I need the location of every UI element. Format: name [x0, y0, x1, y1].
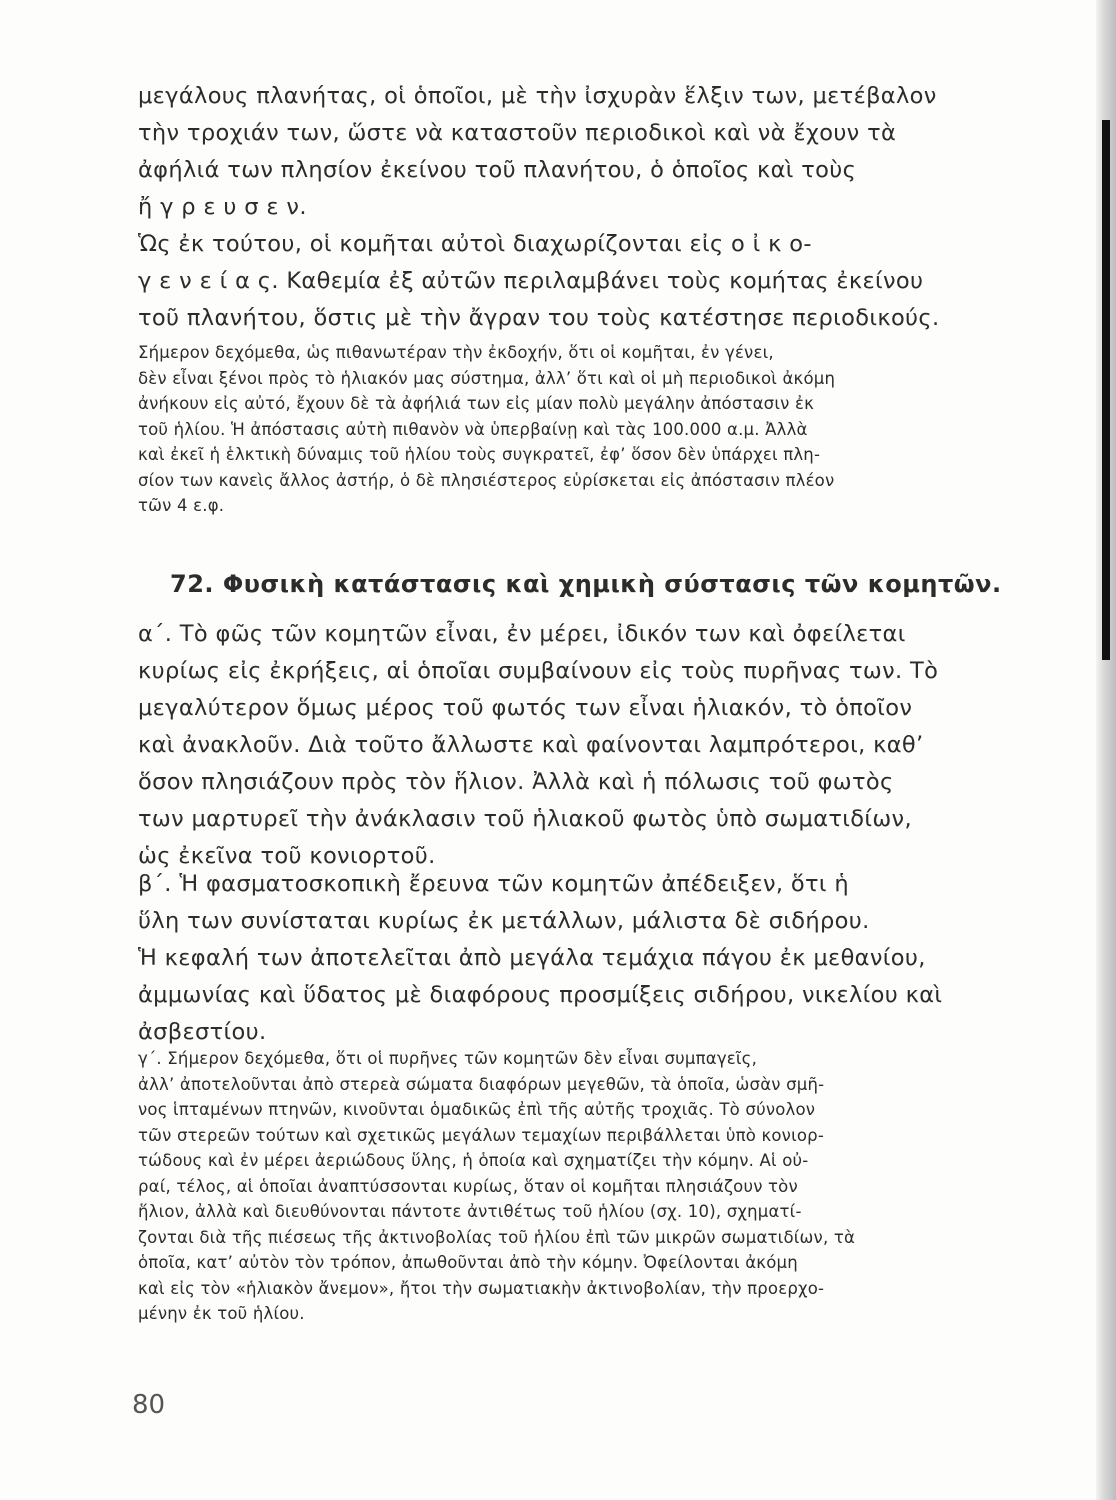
paragraph-comet-capture: [138, 78, 1008, 226]
text-line: καὶ ἀνακλοῦν. Διὰ τοῦτο ἄλλωστε καὶ φαίνονται λαμπρότεροι, καθ’: [138, 732, 924, 758]
text-line: ζονται διὰ τῆς πιέσεως τῆς ἀκτινοβολίας τοῦ ἡλίου ἐπὶ τῶν μικρῶν σωματιδίων, τὰ: [138, 1227, 856, 1247]
section-number: 72.: [170, 570, 215, 598]
text-line: ὡς ἐκεῖνα τοῦ κονιορτοῦ.: [138, 843, 436, 869]
text-line: μένην ἐκ τοῦ ἡλίου.: [138, 1304, 305, 1323]
text-line: τὴν τροχιάν των, ὥστε νὰ καταστοῦν περιοδικοὶ καὶ νὰ ἔχουν τὰ: [138, 120, 897, 146]
text-line: τώδους καὶ ἐν μέρει ἀεριώδους ὕλης, ἡ ὁποία καὶ σχηματίζει τὴν κόμην. Αἱ οὐ-: [138, 1151, 809, 1170]
note-comet-origin: [138, 340, 1008, 519]
text-line: ὅσον πλησιάζουν πρὸς τὸν ἥλιον. Ἀλλὰ καὶ ἡ πόλωσις τοῦ φωτὸς: [138, 769, 894, 795]
text-line: ἀνήκουν εἰς αὐτό, ἔχουν δὲ τὰ ἀφήλιά των εἰς μίαν πολὺ μεγάλην ἀπόστασιν ἐκ: [138, 394, 815, 413]
paragraph-section-a: [138, 616, 1008, 875]
text-line: των μαρτυρεῖ τὴν ἀνάκλασιν τοῦ ἡλιακοῦ φωτὸς ὑπὸ σωματιδίων,: [138, 806, 912, 832]
text-line: ἤ γ ρ ε υ σ ε ν.: [138, 194, 307, 220]
paragraph-section-b: [138, 866, 1008, 1051]
text-line: Ἡ κεφαλή των ἀποτελεῖται ἀπὸ μεγάλα τεμάχια πάγου ἐκ μεθανίου,: [138, 945, 926, 971]
text-line: τοῦ πλανήτου, ὅστις μὲ τὴν ἄγραν του τοὺς κατέστησε περιοδικούς.: [138, 305, 940, 331]
scan-edge-bar: [1102, 120, 1110, 660]
text-line: τῶν στερεῶν τούτων καὶ σχετικῶς μεγάλων τεμαχίων περιβάλλεται ὑπὸ κονιορ-: [138, 1125, 824, 1145]
text-line: ἀσβεστίου.: [138, 1019, 267, 1045]
paragraph-section-c: [138, 1046, 1008, 1327]
text-line: δὲν εἶναι ξένοι πρὸς τὸ ἡλιακόν μας σύστημα, ἀλλ’ ὅτι καὶ οἱ μὴ περιοδικοὶ ἀκόμη: [138, 368, 836, 388]
text-line: τοῦ ἡλίου. Ἡ ἀπόστασις αὐτὴ πιθανὸν νὰ ὑπερβαίνῃ καὶ τὰς 100.000 α.μ. Ἀλλὰ: [138, 419, 808, 439]
paragraph-comet-families: [138, 226, 1008, 337]
text-line: ὁποῖα, κατ’ αὐτὸν τὸν τρόπον, ἀπωθοῦνται ἀπὸ τὴν κόμην. Ὀφείλονται ἀκόμη: [138, 1253, 798, 1272]
text-line: ραί, τέλος, αἱ ὁποῖαι ἀναπτύσσονται κυρίως, ὅταν οἱ κομῆται πλησιάζουν τὸν: [138, 1176, 798, 1196]
text-line: τῶν 4 ε.φ.: [138, 496, 225, 515]
text-line: ὕλη των συνίσταται κυρίως ἐκ μετάλλων, μάλιστα δὲ σιδήρου.: [138, 908, 870, 934]
text-line: β΄. Ἡ φασματοσκοπικὴ ἔρευνα τῶν κομητῶν ἀπέδειξεν, ὅτι ἡ: [138, 871, 849, 897]
text-line: καὶ εἰς τὸν «ἡλιακὸν ἄνεμον», ἤτοι τὴν σωματιακὴν ἀκτινοβολίαν, τὴν προερχο-: [138, 1278, 825, 1298]
section-heading: [170, 570, 1002, 598]
text-line: ἀλλ’ ἀποτελοῦνται ἀπὸ στερεὰ σώματα διαφόρων μεγεθῶν, τὰ ὁποῖα, ὡσὰν σμῆ-: [138, 1074, 825, 1094]
text-line: κυρίως εἰς ἐκρήξεις, αἱ ὁποῖαι συμβαίνουν εἰς τοὺς πυρῆνας των. Τὸ: [138, 658, 939, 684]
text-line: σίον των κανεὶς ἄλλος ἀστήρ, ὁ δὲ πλησιέστερος εὑρίσκεται εἰς ἀπόστασιν πλέον: [138, 470, 835, 490]
text-line: μεγάλους πλανήτας, οἱ ὁποῖοι, μὲ τὴν ἰσχυρὰν ἕλξιν των, μετέβαλον: [138, 83, 937, 109]
text-line: Σήμερον δεχόμεθα, ὡς πιθανωτέραν τὴν ἐκδοχήν, ὅτι οἱ κομῆται, ἐν γένει,: [138, 343, 774, 362]
text-line: ἥλιον, ἀλλὰ καὶ διευθύνονται πάντοτε ἀντιθέτως τοῦ ἡλίου (σχ. 10), σχηματί-: [138, 1202, 802, 1221]
text-line: ἀμμωνίας καὶ ὕδατος μὲ διαφόρους προσμίξεις σιδήρου, νικελίου καὶ: [138, 982, 943, 1008]
text-line: ἀφήλιά των πλησίον ἐκείνου τοῦ πλανήτου, ὁ ὁποῖος καὶ τοὺς: [138, 157, 857, 183]
text-line: μεγαλύτερον ὅμως μέρος τοῦ φωτός των εἶναι ἡλιακόν, τὸ ὁποῖον: [138, 695, 913, 721]
text-line: γ ε ν ε ί α ς. Καθεμία ἐξ αὐτῶν περιλαμβάνει τοὺς κομήτας ἐκείνου: [138, 268, 924, 294]
text-line: νος ἱπταμένων πτηνῶν, κινοῦνται ὁμαδικῶς ἐπὶ τῆς αὐτῆς τροχιᾶς. Τὸ σύνολον: [138, 1100, 816, 1119]
text-line: καὶ ἐκεῖ ἡ ἑλκτικὴ δύναμις τοῦ ἡλίου τοὺς συγκρατεῖ, ἐφ’ ὅσον δὲν ὑπάρχει πλη-: [138, 445, 821, 464]
text-line: γ΄. Σήμερον δεχόμεθα, ὅτι οἱ πυρῆνες τῶν κομητῶν δὲν εἶναι συμπαγεῖς,: [138, 1049, 758, 1068]
page-number: 80: [132, 1390, 166, 1420]
text-line: α΄. Τὸ φῶς τῶν κομητῶν εἶναι, ἐν μέρει, ἰδικόν των καὶ ὀφείλεται: [138, 621, 906, 647]
section-title: Φυσικὴ κατάστασις καὶ χημικὴ σύστασις τῶν κομητῶν.: [222, 570, 1002, 598]
text-line: Ὡς ἐκ τούτου, οἱ κομῆται αὐτοὶ διαχωρίζονται εἰς ο ἰ κ ο-: [138, 231, 812, 257]
